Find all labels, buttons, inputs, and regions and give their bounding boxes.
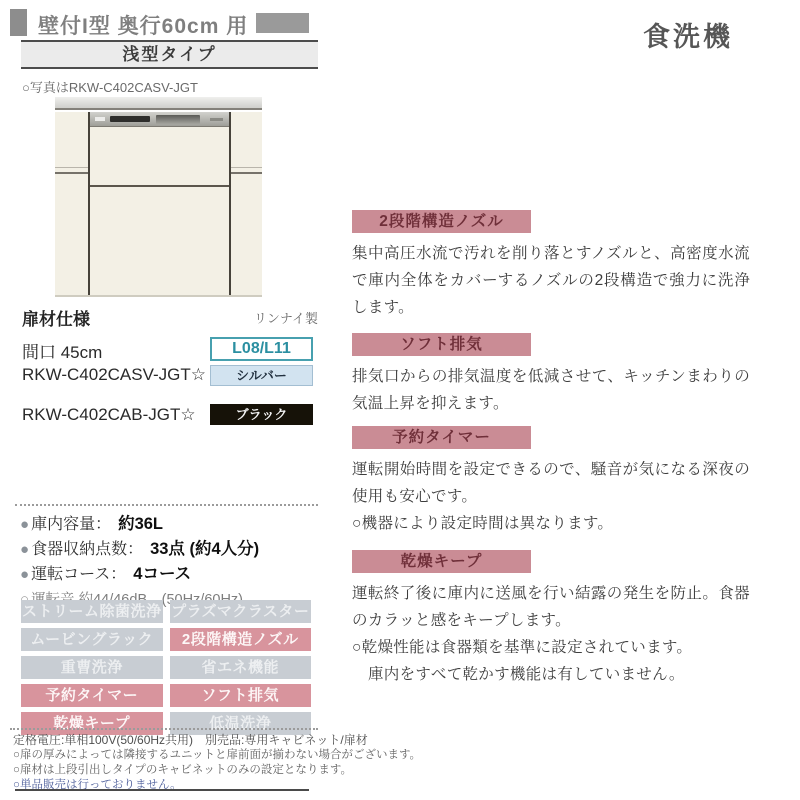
countertop (55, 97, 262, 110)
section-body: 運転終了後に庫内に送風を行い結露の発生を防止。食器のカラッと感をキープします。 (352, 585, 750, 629)
feature-badge-grid (21, 600, 311, 735)
footnote-no-single-sale: ○単品販売は行っておりません。 (13, 779, 182, 791)
section-body: 排気口からの排気温度を低減させて、キッチンまわりの気温上昇を抑えます。 (352, 368, 750, 412)
left-drawer-gap (55, 172, 88, 174)
section-title: 乾燥キープ (352, 550, 531, 573)
type-banner: 浅型タイプ (21, 40, 318, 69)
feature-badge-plasmacluster: プラズマクラスター (170, 600, 312, 623)
feature-badge-stream-clean: ストリーム除菌洗浄 (21, 600, 163, 623)
color-badge-black: ブラック (210, 404, 313, 425)
bullet-value: 4コース (133, 565, 192, 583)
cabinet-seam-left (88, 112, 90, 297)
bullet-label: 食器収納点数： (31, 541, 144, 558)
section-body: 集中高圧水流で汚れを削り落とすノズルと、高密度水流で庫内全体をカバーするノズルの2段構造で強力に洗浄します。 (352, 245, 750, 316)
bullet-marker: ● (20, 516, 30, 533)
spec-bullet-capacity (20, 512, 320, 537)
header-square-mark (10, 9, 27, 36)
feature-badge-timer: 予約タイマー (21, 684, 163, 707)
spec-bullet-courses (20, 562, 320, 587)
section-note-continued: 庫内をすべて乾かす機能は有していません。 (368, 666, 685, 683)
door-handle (156, 115, 200, 124)
bullet-marker: ● (20, 541, 30, 558)
control-panel-logo (95, 117, 105, 121)
feature-section-dry-keep (352, 550, 750, 688)
bullet-label: 運転コース： (31, 566, 127, 583)
bullet-value: 33点 (約4人分) (150, 540, 260, 558)
feature-badge-soft-exhaust: ソフト排気 (170, 684, 312, 707)
feature-badge-energy-saving: 省エネ機能 (170, 656, 312, 679)
header-bar-mark (256, 13, 309, 33)
bullet-marker: ● (20, 566, 30, 583)
section-note: ○機器により設定時間は異なります。 (352, 515, 614, 532)
door-seam (90, 185, 229, 187)
bullet-label: 庫内容量： (31, 516, 112, 533)
feature-section-two-stage-nozzle (352, 210, 750, 321)
page-title: 壁付I型 奥行60cm 用 (38, 15, 249, 38)
section-title: 2段階構造ノズル (352, 210, 531, 233)
section-title: ソフト排気 (352, 333, 531, 356)
width-label: 間口 45cm (22, 343, 103, 362)
feature-section-soft-exhaust (352, 333, 750, 417)
right-drawer-line (231, 167, 262, 168)
dotted-separator-top (15, 504, 318, 506)
control-panel-display (110, 116, 150, 122)
dishwasher-photo (55, 97, 262, 300)
photo-caption: ○写真はRKW-C402CASV-JGT (22, 80, 198, 95)
code-badge: L08/L11 (210, 337, 313, 361)
cabinet-seam-right (229, 112, 231, 297)
section-title: 予約タイマー (352, 426, 531, 449)
spec-bullet-dishes (20, 537, 320, 562)
product-category-title: 食洗機 (643, 22, 733, 52)
model-name-black: RKW-C402CAB-JGT☆ (22, 405, 196, 424)
spec-bullet-list (20, 512, 320, 613)
footnote-voltage: 定格電圧:単相100V(50/60Hz共用) 別売品:専用キャビネット/扉材 (13, 733, 368, 747)
bullet-value: 約36L (118, 515, 164, 533)
feature-badge-two-stage-nozzle: 2段階構造ノズル (170, 628, 312, 651)
section-body: 運転開始時間を設定できるので、騒音が気になる深夜の使用も安心です。 (352, 461, 750, 505)
control-panel-buttons (210, 118, 223, 121)
door-spec-header (22, 305, 318, 330)
door-spec-heading: 扉材仕様 (22, 310, 90, 329)
photo-base-shadow (55, 295, 262, 297)
footnotes (13, 733, 422, 793)
right-drawer-gap (231, 172, 262, 174)
bottom-rule (15, 789, 309, 791)
feature-section-timer (352, 426, 750, 537)
cabinet-body (55, 112, 262, 297)
color-badge-silver: シルバー (210, 365, 313, 386)
maker-label: リンナイ製 (253, 311, 318, 326)
feature-badge-low-temp-wash: 低温洗浄 (170, 712, 312, 735)
section-note: ○乾燥性能は食器類を基準に設定されています。 (352, 639, 693, 656)
footnote-cabinet-type: ○扉材は上段引出しタイプのキャビネットのみの設定となります。 (13, 764, 352, 776)
dotted-separator-bottom (10, 728, 318, 730)
feature-badge-dry-keep: 乾燥キープ (21, 712, 163, 735)
footnote-door-thickness: ○扉の厚みによっては隣接するユニットと扉前面が揃わない場合がございます。 (13, 749, 422, 761)
feature-badge-moving-rack: ムービングラック (21, 628, 163, 651)
control-panel (90, 112, 229, 127)
feature-badge-baking-soda-wash: 重曹洗浄 (21, 656, 163, 679)
model-name-silver: RKW-C402CASV-JGT☆ (22, 365, 207, 384)
left-drawer-line (55, 167, 88, 168)
